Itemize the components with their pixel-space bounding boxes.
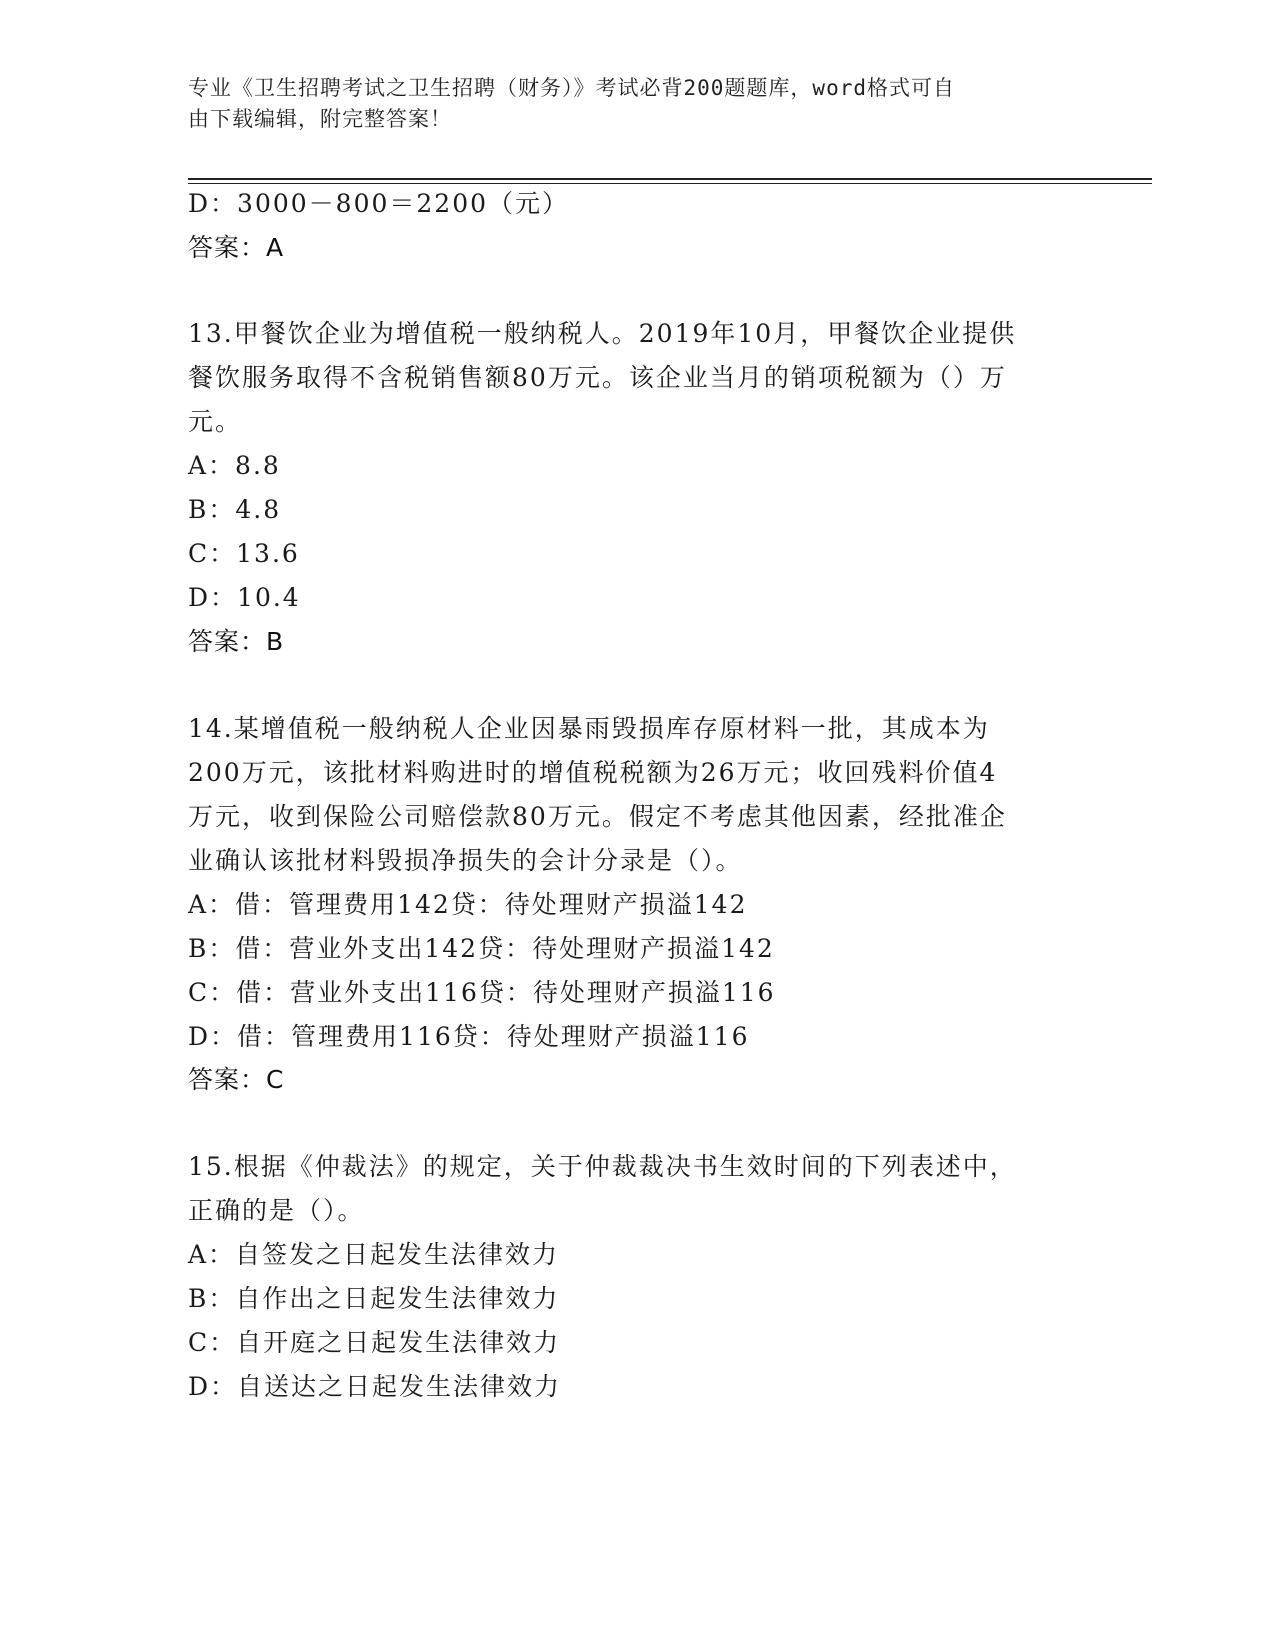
prev-answer: 答案：A — [188, 233, 285, 262]
q14-option-c: C：借：营业外支出116贷：待处理财产损溢116 — [188, 978, 776, 1007]
q14-stem-line-3: 万元，收到保险公司赔偿款80万元。假定不考虑其他因素，经批准企 — [188, 802, 1007, 831]
q14-option-d: D：借：管理费用116贷：待处理财产损溢116 — [188, 1022, 750, 1051]
q13-stem-line-2: 餐饮服务取得不含税销售额80万元。该企业当月的销项税额为（）万 — [188, 363, 1007, 392]
q15-option-c: C：自开庭之日起发生法律效力 — [188, 1328, 561, 1357]
header-line-2: 由下载编辑，附完整答案！ — [188, 107, 452, 131]
document-header — [188, 73, 1068, 135]
header-line-1: 专业《卫生招聘考试之卫生招聘（财务）》考试必背200题题库，word格式可自 — [188, 76, 955, 100]
prev-option-d: D：3000－800＝2200（元） — [188, 189, 570, 218]
header-divider-thick — [188, 178, 1152, 180]
q13-stem-line-3: 元。 — [188, 407, 243, 436]
q14-option-a: A：借：管理费用142贷：待处理财产损溢142 — [188, 890, 748, 919]
q14-answer: 答案：C — [188, 1065, 285, 1094]
q15-stem-line-1: 15.根据《仲裁法》的规定，关于仲裁裁决书生效时间的下列表述中， — [188, 1152, 1017, 1181]
q14-stem-line-2: 200万元，该批材料购进时的增值税税额为26万元；收回残料价值4 — [188, 758, 998, 787]
q13-option-c: C：13.6 — [188, 539, 300, 568]
q13-stem-line-1: 13.甲餐饮企业为增值税一般纳税人。2019年10月，甲餐饮企业提供 — [188, 319, 1017, 348]
q14-stem-line-4: 业确认该批材料毁损净损失的会计分录是（）。 — [188, 846, 743, 875]
q14-stem-line-1: 14.某增值税一般纳税人企业因暴雨毁损库存原材料一批，其成本为 — [188, 714, 990, 743]
q13-answer: 答案：B — [188, 627, 285, 656]
q14-option-b: B：借：营业外支出142贷：待处理财产损溢142 — [188, 934, 775, 963]
q13-option-b: B：4.8 — [188, 495, 282, 524]
q15-option-a: A：自签发之日起发生法律效力 — [188, 1240, 560, 1269]
q15-stem-line-2: 正确的是（）。 — [188, 1196, 365, 1225]
q15-option-d: D：自送达之日起发生法律效力 — [188, 1372, 562, 1401]
q13-option-d: D：10.4 — [188, 583, 301, 612]
q13-option-a: A：8.8 — [188, 451, 281, 480]
q15-option-b: B：自作出之日起发生法律效力 — [188, 1284, 560, 1313]
header-divider-thin — [188, 183, 1152, 184]
